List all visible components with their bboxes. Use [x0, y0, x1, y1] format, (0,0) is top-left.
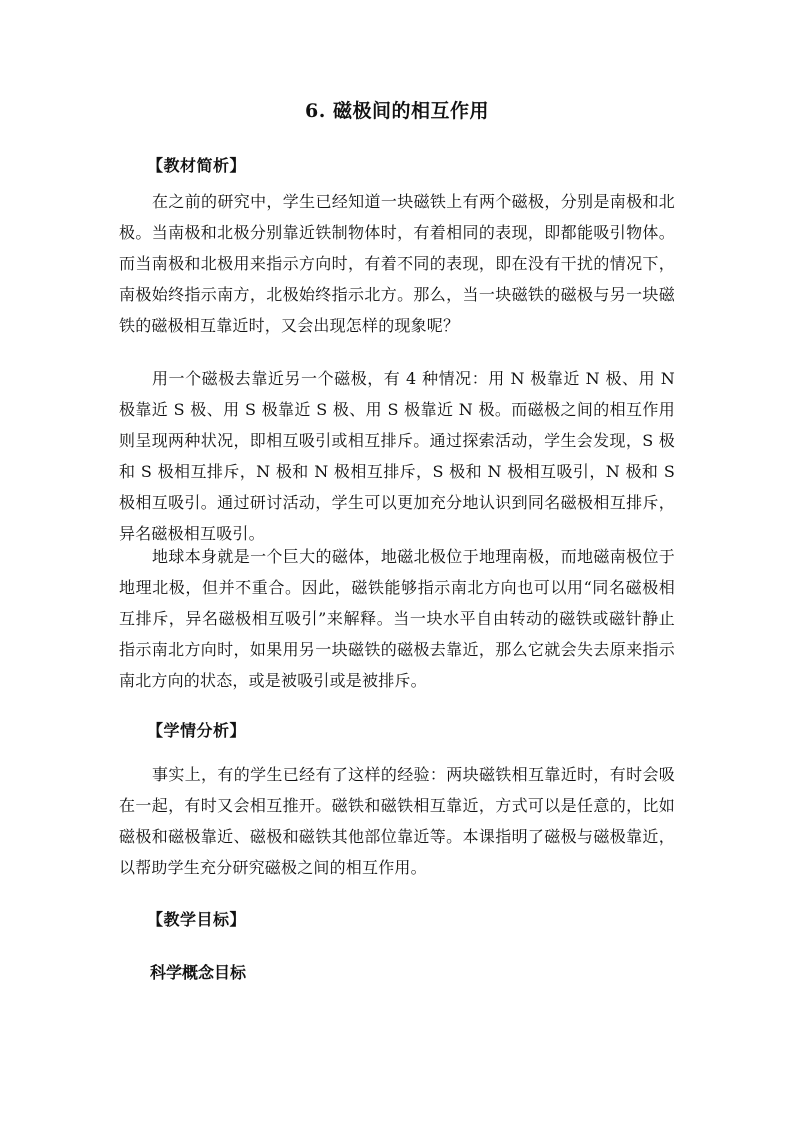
section-heading-student-analysis: 【学情分析】 — [147, 721, 247, 740]
paragraph-student-analysis-1: 事实上，有的学生已经有了这样的经验：两块磁铁相互靠近时，有时会吸在一起，有时又会相互推开。磁铁和磁铁相互靠近，方式可以是任意的，比如磁极和磁极靠近、磁极和磁铁其他部位靠近等。本课指明了磁极与磁极靠近，以帮助学生充分研究磁极之间的相互作用。 — [119, 765, 675, 877]
subheading-science-concept-goals: 科学概念目标 — [150, 963, 247, 982]
paragraph-textbook-analysis-1: 在之前的研究中，学生已经知道一块磁铁上有两个磁极，分别是南极和北极。当南极和北极分别靠近铁制物体时，有着相同的表现，即都能吸引物体。而当南极和北极用来指示方向时，有着不同的表现，即在没有干扰的情况下，南极始终指示南方，北极始终指示北方。那么，当一块磁铁的磁极与另一块磁铁的磁极相互靠近时，又会出现怎样的现象呢？ — [119, 192, 675, 335]
section-heading-teaching-goals: 【教学目标】 — [147, 910, 247, 929]
paragraph-textbook-analysis-3: 地球本身就是一个巨大的磁体，地磁北极位于地理南极，而地磁南极位于地理北极，但并不重合。因此，磁铁能够指示南北方向也可以用“同名磁极相互排斥，异名磁极相互吸引”来解释。当一块水平自由转动的磁铁或磁针静止指示南北方向时，如果用另一块磁铁的磁极去靠近，那么它就会失去原来指示南北方向的状态，或是被吸引或是被排斥。 — [119, 547, 675, 690]
section-heading-textbook-analysis: 【教材简析】 — [147, 156, 247, 175]
paragraph-textbook-analysis-2: 用一个磁极去靠近另一个磁极，有 4 种情况：用 N 极靠近 N 极、用 N 极靠近 S 极、用 S 极靠近 S 极、用 S 极靠近 N 极。而磁极之间的相互作用则呈现两种状况，即相互吸引或相互排斥。通过探索活动，学生会发现，S 极和 S 极相互排斥，N 极和 N 极相互排斥，S 极和 N 极相互吸引，N 极和 S 极相互吸引。通过研讨活动，学生可以更加充分地认识到同名磁极相互排斥，异名磁极相互吸引。 — [119, 369, 675, 543]
document-title: 6. 磁极间的相互作用 — [305, 100, 489, 122]
